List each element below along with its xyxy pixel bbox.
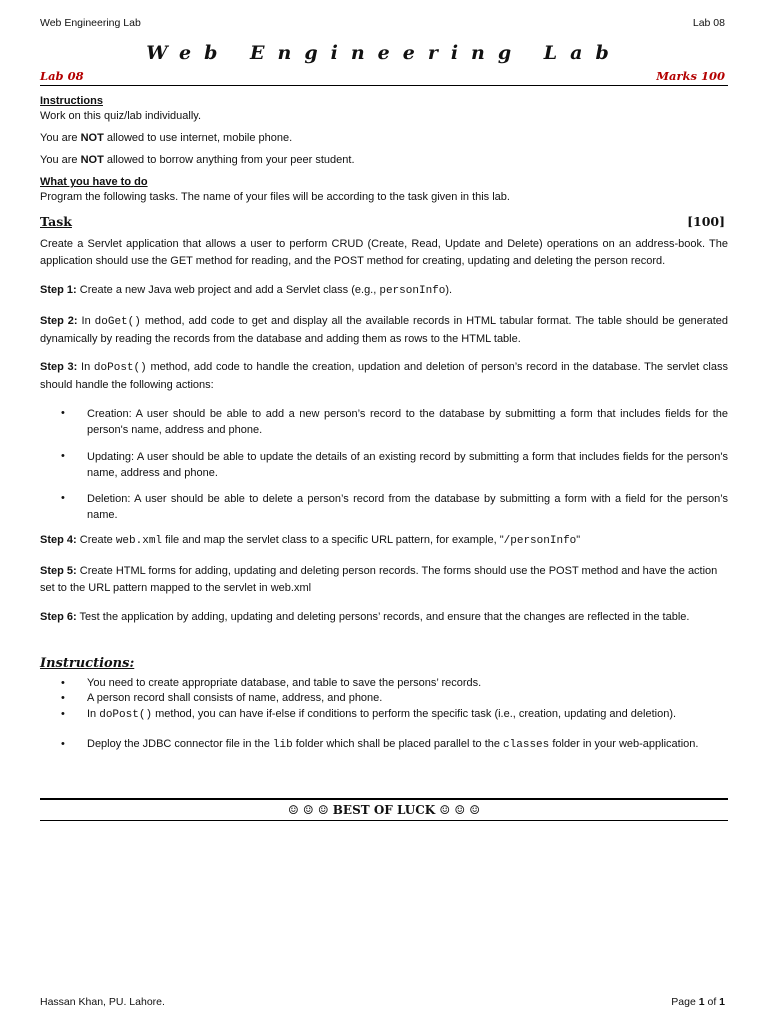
bullet-icon: • — [61, 708, 65, 720]
step-label: Step 2: — [40, 315, 78, 327]
task-marks: [100] — [687, 214, 725, 229]
list-text: folder in your web-application. — [549, 738, 699, 750]
step-text: Test the application by adding, updating and deleting persons’ records, and ensure that the changes are reflected in the table. — [76, 611, 690, 623]
list-text: method, you can have if-else if conditions to perform the specific task (i.e., creation, updating and deletion). — [152, 708, 677, 720]
code-span: personInfo — [379, 285, 446, 297]
code-span: web.xml — [115, 535, 163, 547]
instructions-heading: Instructions — [40, 95, 103, 107]
what-line: Program the following tasks. The name of your files will be according to the task given in this lab. — [40, 191, 510, 203]
list-item-text: Updating: A user should be able to update the details of an existing record by submitting a form that includes fields for the person's name, address and phone. — [87, 451, 728, 479]
subheader — [40, 69, 728, 86]
code-span: doGet() — [94, 316, 141, 328]
code-span: doPost() — [99, 709, 153, 721]
step-3 — [40, 359, 728, 394]
step-label: Step 5: — [40, 565, 77, 577]
instruction-text: allowed to use internet, mobile phone. — [103, 132, 293, 144]
what-heading: What you have to do — [40, 176, 148, 188]
instruction-text: You are — [40, 154, 81, 166]
list-text: In — [87, 708, 100, 720]
bullet-icon: • — [61, 677, 65, 689]
step-text: " — [576, 534, 581, 546]
instruction-text: You are — [40, 132, 81, 144]
bullet-icon: • — [61, 492, 65, 504]
page-title: Web Engineering Lab — [146, 42, 622, 64]
bullet-icon: • — [61, 738, 65, 750]
header-left: Web Engineering Lab — [40, 17, 141, 29]
list-item-text — [87, 737, 728, 753]
code-span: classes — [503, 739, 550, 751]
instruction-line-3 — [40, 153, 728, 168]
header-right: Lab 08 — [692, 17, 725, 29]
instruction-emphasis: NOT — [80, 132, 104, 144]
code-span: doPost() — [93, 362, 147, 374]
step-6 — [40, 609, 728, 626]
task-label: Task — [40, 214, 72, 229]
instruction-emphasis: NOT — [80, 154, 104, 166]
page-of: of — [704, 996, 720, 1008]
step-text: method, add code to get and display all the available records in HTML tabular format. The table should be generated dynamically by reading the records from the database and adding them as rows to the HTML table. — [40, 315, 728, 345]
lab-number: Lab 08 — [40, 69, 84, 83]
step-label: Step 1: — [40, 284, 77, 296]
bullet-icon: • — [61, 407, 65, 419]
instructions-section — [40, 94, 728, 124]
task-intro: Create a Servlet application that allows a user to perform CRUD (Create, Read, Update and Delete) operations on an address-book. The application should use the GET method for reading, and the POST method for creating, updating and deleting the person record. — [40, 238, 728, 267]
step-text: ). — [445, 284, 453, 296]
step-text: In — [77, 361, 94, 373]
task-heading-row — [40, 214, 728, 229]
bullet-icon: • — [61, 450, 65, 462]
what-section — [40, 175, 728, 205]
step-text: method, add code to handle the creation, updation and deletion of person’s record in the database. The servlet class should handle the following actions: — [40, 361, 728, 391]
step-1 — [40, 283, 728, 299]
list-item-text: A person record shall consists of name, address, and phone. — [87, 692, 383, 704]
step-text: In — [77, 315, 95, 327]
code-span: /personInfo — [503, 535, 577, 547]
step-text: Create HTML forms for adding, updating and deleting person records. The forms should use the POST method and have the action set to the URL pattern mapped to the servlet in web.xml — [40, 565, 718, 594]
best-of-luck-banner: ☺ ☺ ☺ BEST OF LUCK ☺ ☺ ☺ — [40, 798, 728, 821]
step-2 — [40, 313, 728, 348]
step-text: file and map the servlet class to a specific URL pattern, for example, " — [162, 534, 504, 546]
list-item-text: Creation: A user should be able to add a new person’s record to the database by submitting a form that includes fields for the person's name, address and phone. — [87, 408, 728, 436]
page-total: 1 — [719, 996, 725, 1008]
step-text: Create — [76, 534, 116, 546]
instructions-2-heading: Instructions: — [40, 656, 135, 671]
list-item-text — [87, 707, 728, 723]
footer-author: Hassan Khan, PU. Lahore. — [40, 996, 165, 1008]
list-item-text: You need to create appropriate database, and table to save the persons’ records. — [87, 677, 482, 689]
bullet-icon: • — [61, 692, 65, 704]
instruction-text: allowed to borrow anything from your peer student. — [103, 154, 355, 166]
document-page — [40, 0, 728, 1024]
step-label: Step 4: — [40, 534, 77, 546]
step-label: Step 3: — [40, 361, 78, 373]
step-5 — [40, 563, 728, 597]
list-text: Deploy the JDBC connector file in the — [87, 738, 273, 750]
step-4 — [40, 533, 728, 549]
list-item-text: Deletion: A user should be able to delete a person’s record from the database by submitting a form with a field for the person’s name. — [87, 493, 728, 521]
page-current: 1 — [698, 996, 705, 1008]
page-label: Page — [671, 996, 699, 1008]
step-text: Create a new Java web project and add a Servlet class (e.g., — [76, 284, 380, 296]
instruction-line-1: Work on this quiz/lab individually. — [40, 110, 202, 122]
step-label: Step 6: — [40, 611, 77, 623]
instruction-line-2 — [40, 131, 728, 146]
list-text: folder which shall be placed parallel to the — [292, 738, 504, 750]
page-number — [671, 996, 725, 1008]
marks-label: Marks 100 — [656, 69, 725, 83]
code-span: lib — [272, 739, 293, 751]
